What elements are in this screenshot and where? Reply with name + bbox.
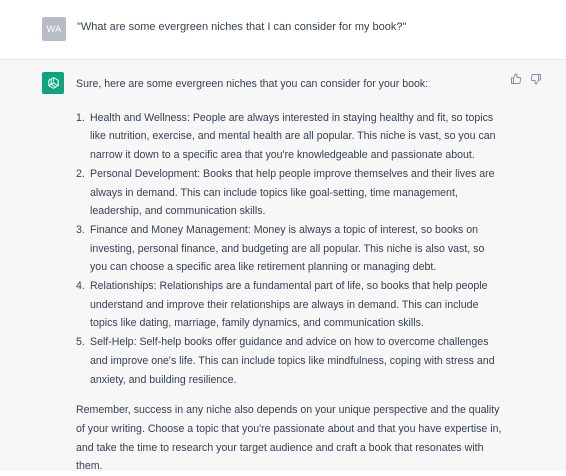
- list-item-text: Health and Wellness: People are always interested in staying healthy and fit, so topics like nutrition, exercise, and mental health are all popular. This niche is vast, so you can narrow it down to a specific area that you're knowledgeable and passionate about.: [90, 111, 496, 162]
- assistant-response: [76, 75, 504, 476]
- list-item-number: 2.: [76, 167, 85, 180]
- user-avatar: WA: [42, 17, 66, 41]
- list-item-text: Self-Help: Self-help books offer guidance and advice on how to overcome challenges and improve one's life. This can include topics like mindfulness, coping with stress and anxiety, and building resilience.: [90, 336, 495, 386]
- list-item-text: Relationships: Relationships are a fundamental part of life, so books that help people understand and improve their relationships are always in demand. This can include topics like dating, marriage, family dynamics, and communication skills.: [90, 280, 488, 330]
- feedback-buttons: [510, 73, 542, 85]
- niche-list: [76, 109, 504, 390]
- thumbs-up-icon[interactable]: [510, 73, 522, 85]
- list-item-text: Personal Development: Books that help people improve themselves and their lives are always in demand. This can include topics like goal-setting, time management, leadership, and communication skills.: [90, 167, 495, 218]
- list-item-number: 1.: [76, 111, 85, 124]
- list-item-number: 4.: [76, 280, 85, 293]
- list-item-number: 3.: [76, 223, 85, 236]
- list-item-text: Finance and Money Management: Money is always a topic of interest, so books on investing, personal finance, and budgeting are all popular. This niche is also vast, so you can choose a specific area like retirement planning or managing debt.: [90, 223, 485, 274]
- user-prompt-text: "What are some evergreen niches that I can consider for my book?": [77, 21, 407, 33]
- response-outro: Remember, success in any niche also depends on your unique perspective and the quality of your writing. Choose a topic that you're passionate about and that you have expertise in, and take the time to research your target audience and craft a book that resonates with them.: [76, 404, 502, 473]
- list-item: [76, 277, 504, 333]
- list-item-number: 5.: [76, 336, 85, 349]
- assistant-message: [0, 60, 566, 471]
- list-item: [76, 333, 504, 389]
- user-message: [0, 0, 566, 60]
- list-item: [76, 221, 504, 277]
- chatgpt-logo-icon: [42, 72, 64, 94]
- list-item: [76, 109, 504, 165]
- thumbs-down-icon[interactable]: [530, 73, 542, 85]
- response-intro: Sure, here are some evergreen niches that you can consider for your book:: [76, 78, 429, 90]
- list-item: [76, 165, 504, 221]
